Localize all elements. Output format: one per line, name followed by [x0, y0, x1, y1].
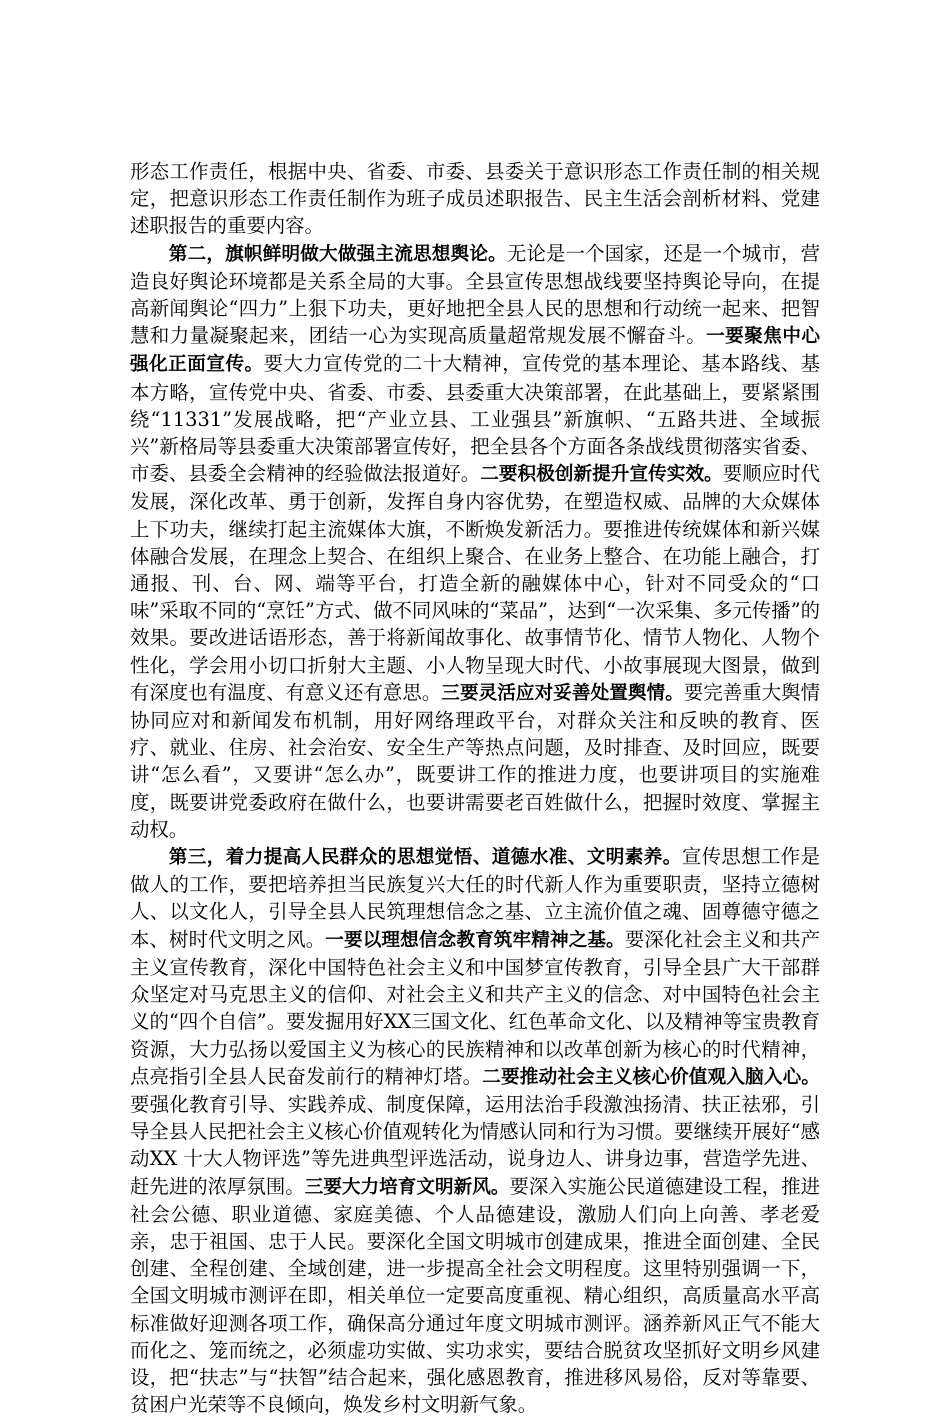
- paragraph-section-three: [130, 843, 820, 1418]
- document-body: [130, 158, 820, 1418]
- subpoint-heading: 三要大力培育文明新风。: [304, 1176, 510, 1198]
- text-run: 要顺应时代发展，深化改革、勇于创新，发挥自身内容优势，在塑造权威、品牌的大众媒体上下功夫，继续打起主流媒体大旗，不断焕发新活力。要推进传统媒体和新兴媒体融合发展，在理念上契合、在组织上聚合、在业务上整合、在功能上融合，打通报、刊、台、网、端等平台，打造全新的融媒体中心，针对不同受众的“口味”采取不同的“烹饪”方式、做不同风味的“菜品”，达到“一次采集、多元传播”的效果。要改进话语形态，善于将新闻故事化、故事情节化、情节人物化、人物个性化，学会用小切口折射大主题、小人物呈现大时代、小故事展现大图景，做到有深度也有温度、有意义还有意思。: [130, 462, 821, 704]
- paragraph-continuation: [130, 158, 820, 240]
- text-run: 要深化社会主义和共产主义宣传教育，深化中国特色社会主义和中国梦宣传教育，引导全县广大干部群众坚定对马克思主义的信仰、对社会主义和共产主义的信念、对中国特色社会主义的“四个自信”。要发掘用好XX三国文化、红色革命文化、以及精神等宝贵教育资源，大力弘扬以爱国主义为核心的民族精神和以改革创新为核心的时代精神，点亮指引全县人民奋发前行的精神灯塔。: [130, 927, 820, 1088]
- subpoint-heading: 一要聚焦中心强化正面宣传。: [130, 326, 820, 376]
- subpoint-heading: 二要推动社会主义核心价值观入脑入心。: [482, 1066, 820, 1088]
- text-run: 宣传思想工作是做人的工作，要把培养担当民族复兴大任的时代新人作为重要职责，坚持立德树人、以文化人，引导全县人民筑理想信念之基、立主流价值之魂、固尊德守德之本、树时代文明之风。: [130, 845, 820, 951]
- subpoint-heading: 三要灵活应对妥善处置舆情。: [441, 682, 684, 704]
- subpoint-heading: 二要积极创新提升宣传实效。: [480, 464, 723, 486]
- text-run: 形态工作责任，根据中央、省委、市委、县委关于意识形态工作责任制的相关规定，把意识形态工作责任制作为班子成员述职报告、民主生活会剖析材料、党建述职报告的重要内容。: [130, 160, 820, 238]
- text-run: 要深入实施公民道德建设工程，推进社会公德、职业道德、家庭美德、个人品德建设，激励人们向上向善、孝老爱亲，忠于祖国、忠于人民。要深化全国文明城市创建成果，推进全面创建、全民创建、全程创建、全域创建，进一步提高全社会文明程度。这里特别强调一下，全国文明城市测评在即，相关单位一定要高度重视、精心组织，高质量高水平高标准做好迎测各项工作，确保高分通过年度文明城市测评。涵养新风正气不能大而化之、笼而统之，必须虚功实做、实功求实，要结合脱贫攻坚抓好文明乡风建设，把“扶志”与“扶智”结合起来，强化感恩教育，推进移风易俗，反对等靠要、贫困户光荣等不良倾向，焕发乡村文明新气象。: [130, 1174, 820, 1417]
- text-run: 要大力宣传党的二十大精神，宣传党的基本理论、基本路线、基本方略，宣传党中央、省委、市委、县委重大决策部署，在此基础上，要紧紧围绕“11331”发展战略，把“产业立县、工业强县”新旗帜、“五路共进、全域振兴”新格局等县委重大决策部署宣传好，把全县各个方面各条战线贯彻落实省委、市委、县委全会精神的经验做法报道好。: [130, 352, 820, 486]
- subpoint-heading: 一要以理想信念教育筑牢精神之基。: [325, 929, 625, 951]
- paragraph-section-two: [130, 240, 820, 843]
- text-run: 要强化教育引导、实践养成、制度保障，运用法治手段激浊扬清、扶正祛邪，引导全县人民把社会主义核心价值观转化为情感认同和行为习惯。要继续开展好“感动XX 十大人物评选”等先进典型评选活动，说身边人、讲身边事，营造学先进、赶先进的浓厚氛围。: [130, 1092, 820, 1198]
- section-heading: 第三，着力提高人民群众的思想觉悟、道德水准、文明素养。: [168, 847, 682, 869]
- section-heading: 第二，旗帜鲜明做大做强主流思想舆论。: [168, 243, 507, 265]
- text-run: 无论是一个国家，还是一个城市，营造良好舆论环境都是关系全局的大事。全县宣传思想战线要坚持舆论导向，在提高新闻舆论“四力”上狠下功夫，更好地把全县人民的思想和行动统一起来、把智慧和力量凝聚起来，团结一心为实现高质量超常规发展不懈奋斗。: [130, 241, 820, 348]
- text-run: 要完善重大舆情协同应对和新闻发布机制，用好网络理政平台，对群众关注和反映的教育、医疗、就业、住房、社会治安、安全生产等热点问题，及时排查、及时回应，既要讲“怎么看”，又要讲“怎么办”，既要讲工作的推进力度，也要讲项目的实施难度，既要讲党委政府在做什么，也要讲需要老百姓做什么，把握时效度、掌握主动权。: [130, 680, 821, 841]
